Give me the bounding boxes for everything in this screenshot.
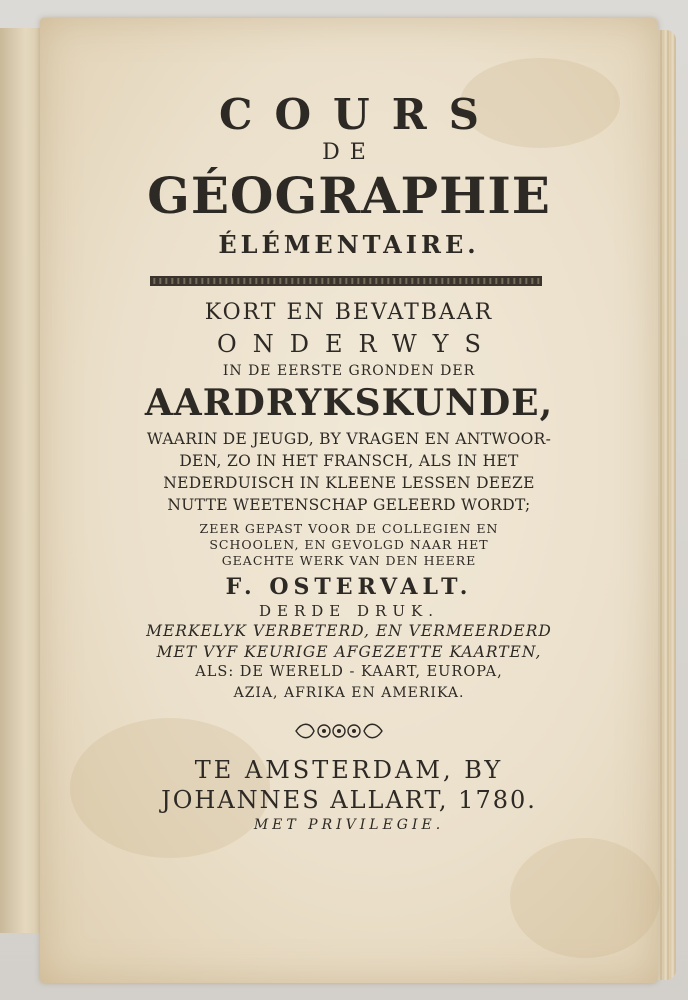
subtitle-onderwys: ONDERWYS xyxy=(217,330,497,358)
imprint-place: TE AMSTERDAM, BY xyxy=(194,756,504,784)
fleuron-ornament xyxy=(292,720,386,742)
improvement-line: MERKELYK VERBETERD, EN VERMEERDERD xyxy=(146,622,552,640)
subtitle-kort: KORT EN BEVATBAAR xyxy=(204,300,494,325)
title-page xyxy=(40,18,658,983)
description-line: WAARIN DE JEUGD, BY VRAGEN EN ANTWOOR- xyxy=(146,430,552,448)
attribution-line: GEACHTE WERK VAN DEN HEERE xyxy=(221,553,477,568)
imprint-printer: JOHANNES ALLART, 1780. xyxy=(161,786,537,814)
improvement-line: MET VYF KEURIGE AFGEZETTE KAARTEN, xyxy=(156,643,542,661)
attribution-line: SCHOOLEN, EN GEVOLGD NAAR HET xyxy=(209,537,489,552)
title-elementaire: ÉLÉMENTAIRE. xyxy=(218,230,480,259)
edition-label: DERDE DRUK. xyxy=(259,602,439,620)
description-line: NUTTE WEETENSCHAP GELEERD WORDT; xyxy=(167,496,531,514)
improvement-line: ALS: DE WERELD - KAART, EUROPA, xyxy=(195,664,503,680)
imprint-privilege: MET PRIVILEGIE. xyxy=(253,817,445,833)
subtitle-in-de: IN DE EERSTE GRONDEN DER xyxy=(222,363,476,379)
improvement-line: AZIA, AFRIKA EN AMERIKA. xyxy=(233,685,465,701)
title-geographie: GÉOGRAPHIE xyxy=(147,166,551,225)
paper-stain xyxy=(510,838,660,958)
ornamental-rule xyxy=(150,276,542,286)
attribution-line: ZEER GEPAST VOOR DE COLLEGIEN EN xyxy=(199,521,499,536)
title-de: DE xyxy=(322,140,376,165)
author-name: F. OSTERVALT. xyxy=(225,574,473,600)
description-line: NEDERDUISCH IN KLEENE LESSEN DEEZE xyxy=(163,474,535,492)
description-line: DEN, ZO IN HET FRANSCH, ALS IN HET xyxy=(179,452,519,470)
title-cours: COURS xyxy=(219,90,501,139)
subtitle-aardrykskunde: AARDRYKSKUNDE, xyxy=(144,382,554,424)
